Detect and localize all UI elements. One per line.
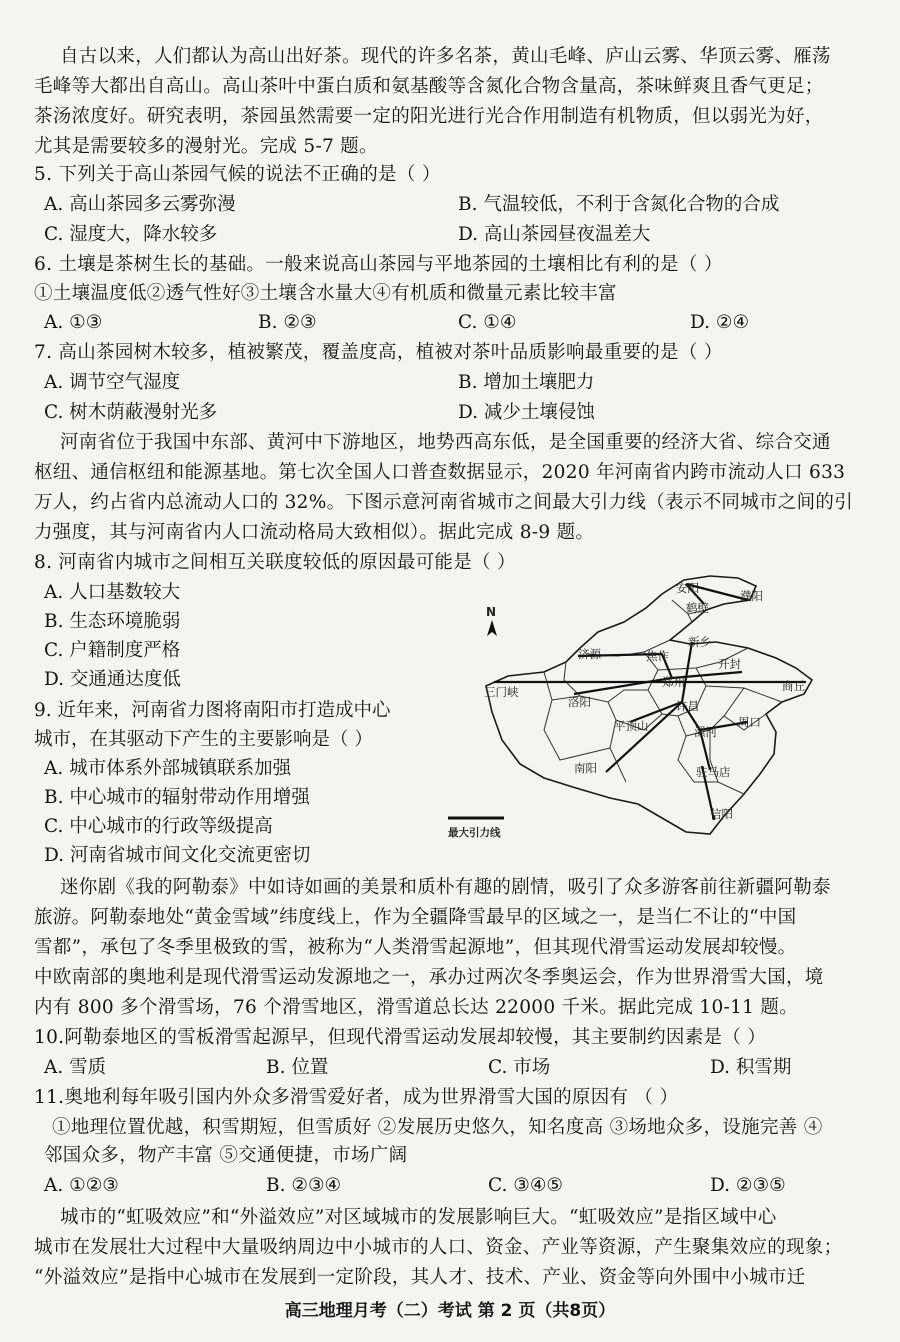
gravity-line-xinxiang-xuchang (682, 642, 692, 702)
passage-altay-line-4: 中欧南部的奥地利是现代滑雪运动发源地之一，承办过两次冬季奥运会，作为世界滑雪大国，境 (34, 967, 824, 988)
city-label-xinxiang: 新乡 (688, 635, 711, 649)
question-5-option-c: C. 湿度大，降水较多 (44, 224, 218, 245)
question-5-option-d: D. 高山茶园昼夜温差大 (458, 224, 651, 245)
question-10-option-b: B. 位置 (266, 1057, 329, 1078)
question-10-option-d: D. 积雪期 (710, 1057, 792, 1078)
city-label-zhengzhou: 郑州 (662, 675, 685, 689)
passage-altay-line-1: 迷你剧《我的阿勒泰》中如诗如画的美景和质朴有趣的剧情，吸引了众多游客前往新疆阿勒泰 (60, 877, 831, 898)
question-5-option-b: B. 气温较低，不利于含氮化合物的合成 (458, 194, 780, 215)
question-9-option-b: B. 中心城市的辐射带动作用增强 (44, 787, 310, 808)
city-label-xinyang: 信阳 (710, 807, 733, 821)
svg-text:N: N (486, 605, 497, 619)
city-label-xuchang: 许昌 (676, 699, 699, 713)
city-label-shangqiu: 商丘 (782, 679, 805, 693)
passage-altay-line-2: 旅游。阿勒泰地处“黄金雪域”纬度线上，作为全疆降雪最早的区域之一，是当仁不让的“中国 (34, 907, 797, 928)
question-10-option-a: A. 雪质 (44, 1057, 107, 1078)
gravity-line-xuchang-nanyang (606, 702, 682, 772)
passage-altay-line-5: 内有 800 多个滑雪场，76 个滑雪地区，滑雪道总长达 22000 千米。据此完成 10-11 题。 (34, 997, 799, 1018)
city-label-jiaozuo: 焦作 (646, 649, 669, 663)
question-8-option-a: A. 人口基数较大 (44, 582, 181, 603)
question-6-option-d: D. ②④ (690, 312, 750, 333)
passage-city-effects-line-1: 城市的“虹吸效应”和“外溢效应”对区域城市的发展影响巨大。“虹吸效应”是指区域中心 (60, 1207, 777, 1228)
passage-tea-line-3: 茶汤浓度好。研究表明，茶园虽然需要一定的阳光进行光合作用制造有机物质，但以弱光为好， (34, 106, 824, 127)
question-11-option-c: C. ③④⑤ (488, 1175, 564, 1196)
question-5-option-a: A. 高山茶园多云雾弥漫 (44, 194, 236, 215)
henan-gravity-map (448, 570, 868, 850)
city-label-kaifeng: 开封 (718, 657, 741, 671)
question-8-option-b: B. 生态环境脆弱 (44, 611, 181, 632)
city-label-zhoukou: 周口 (738, 715, 761, 729)
city-label-pingdingshan: 平顶山 (614, 719, 649, 733)
question-6-stem: 6. 土壤是茶树生长的基础。一般来说高山茶园与平地茶园的土壤相比有利的是（ ） (34, 254, 723, 275)
city-label-sanmenxia: 三门峡 (484, 685, 519, 699)
question-6-items: ①土壤温度低②透气性好③土壤含水量大④有机质和微量元素比较丰富 (34, 283, 617, 304)
question-9-option-c: C. 中心城市的行政等级提高 (44, 816, 273, 837)
city-label-jiyuan: 济源 (578, 647, 601, 661)
question-9-option-a: A. 城市体系外部城镇联系加强 (44, 758, 292, 779)
question-10-stem: 10.阿勒泰地区的雪板滑雪起源早，但现代滑雪运动发展却较慢，其主要制约因素是（ ） (34, 1027, 767, 1048)
question-7-stem: 7. 高山茶园树木较多，植被繁茂，覆盖度高，植被对茶叶品质影响最重要的是（ ） (34, 342, 723, 363)
city-label-puyang: 濮阳 (740, 589, 763, 603)
question-7-option-a: A. 调节空气湿度 (44, 372, 181, 393)
question-11-items-line-2: 邻国众多，物产丰富 ⑤交通便捷，市场广阔 (44, 1145, 408, 1166)
gravity-line-luoyang-zhengzhou (574, 678, 672, 694)
question-9-option-d: D. 河南省城市间文化交流更密切 (44, 845, 311, 866)
page-footer: 高三地理月考（二）考试 第 2 页（共8页） (284, 1301, 616, 1321)
question-7-option-b: B. 增加土壤肥力 (458, 372, 595, 393)
north-arrow-icon (486, 605, 497, 636)
question-7-option-d: D. 减少土壤侵蚀 (458, 402, 595, 423)
city-label-nanyang: 南阳 (574, 761, 597, 775)
passage-tea-line-1: 自古以来，人们都认为高山出好茶。现代的许多名茶，黄山毛峰、庐山云雾、华顶云雾、雁荡 (60, 46, 831, 67)
city-label-luoyang: 洛阳 (568, 695, 591, 709)
question-6-option-b: B. ②③ (258, 312, 317, 333)
city-labels (484, 581, 805, 821)
question-8-stem: 8. 河南省内城市之间相互关联度较低的原因最可能是（ ） (34, 552, 516, 573)
city-label-hebi: 鹤壁 (686, 601, 709, 615)
henan-province-outline (486, 576, 812, 834)
question-11-items-line-1: ①地理位置优越，积雪期短，但雪质好 ②发展历史悠久，知名度高 ③场地众多，设施完善 ④ (52, 1117, 823, 1138)
passage-henan-line-4: 力强度，其与河南省内人口流动格局大致相似）。据此完成 8-9 题。 (34, 522, 595, 543)
question-10-option-c: C. 市场 (488, 1057, 551, 1078)
question-11-stem: 11.奥地利每年吸引国内外众多滑雪爱好者，成为世界滑雪大国的原因有 （ ） (34, 1087, 679, 1108)
question-7-option-c: C. 树木荫蔽漫射光多 (44, 402, 218, 423)
passage-city-effects-line-2: 城市在发展壮大过程中大量吸纳周边中小城市的人口、资金、产业等资源，产生聚集效应的现象； (34, 1237, 843, 1258)
question-8-option-d: D. 交通通达度低 (44, 669, 181, 690)
question-9-stem-line-1: 9. 近年来，河南省力图将南阳市打造成中心 (34, 700, 391, 721)
passage-henan-line-1: 河南省位于我国中东部、黄河中下游地区，地势西高东低，是全国重要的经济大省、综合交通 (60, 432, 831, 453)
question-11-option-a: A. ①②③ (44, 1175, 119, 1196)
question-6-option-c: C. ①④ (458, 312, 517, 333)
question-9-stem-line-2: 城市，在其驱动下产生的主要影响是（ ） (34, 729, 373, 750)
passage-city-effects-line-3: “外溢效应”是指中心城市在发展到一定阶段，其人才、技术、产业、资金等向外围中小城市迁 (34, 1267, 806, 1288)
passage-tea-line-4: 尤其是需要较多的漫射光。完成 5-7 题。 (34, 136, 378, 157)
question-11-option-b: B. ②③④ (266, 1175, 342, 1196)
question-8-option-c: C. 户籍制度严格 (44, 640, 181, 661)
question-5-stem: 5. 下列关于高山茶园气候的说法不正确的是（ ） (34, 164, 441, 185)
question-6-option-a: A. ①③ (44, 312, 103, 333)
city-label-anyang: 安阳 (676, 581, 699, 595)
max-gravity-lines (494, 584, 806, 820)
passage-henan-line-2: 枢纽、通信枢纽和能源基地。第七次全国人口普查数据显示，2020 年河南省内跨市流动人口 633 (34, 462, 846, 483)
legend-label: 最大引力线 (448, 827, 501, 839)
passage-altay-line-3: 雪都”，承包了冬季里极致的雪，被称为“人类滑雪起源地”，但其现代滑雪运动发展却较慢。 (34, 937, 797, 958)
city-label-zhumadian: 驻马店 (696, 765, 731, 779)
passage-henan-line-3: 万人，约占省内总流动人口的 32%。下图示意河南省城市之间最大引力线（表示不同城市之间的引 (34, 492, 854, 513)
passage-tea-line-2: 毛峰等大都出自高山。高山茶叶中蛋白质和氨基酸等含氮化合物含量高，茶味鲜爽且香气更足； (34, 76, 824, 97)
question-11-option-d: D. ②③⑤ (710, 1175, 786, 1196)
city-label-luohe: 漯河 (694, 725, 717, 739)
